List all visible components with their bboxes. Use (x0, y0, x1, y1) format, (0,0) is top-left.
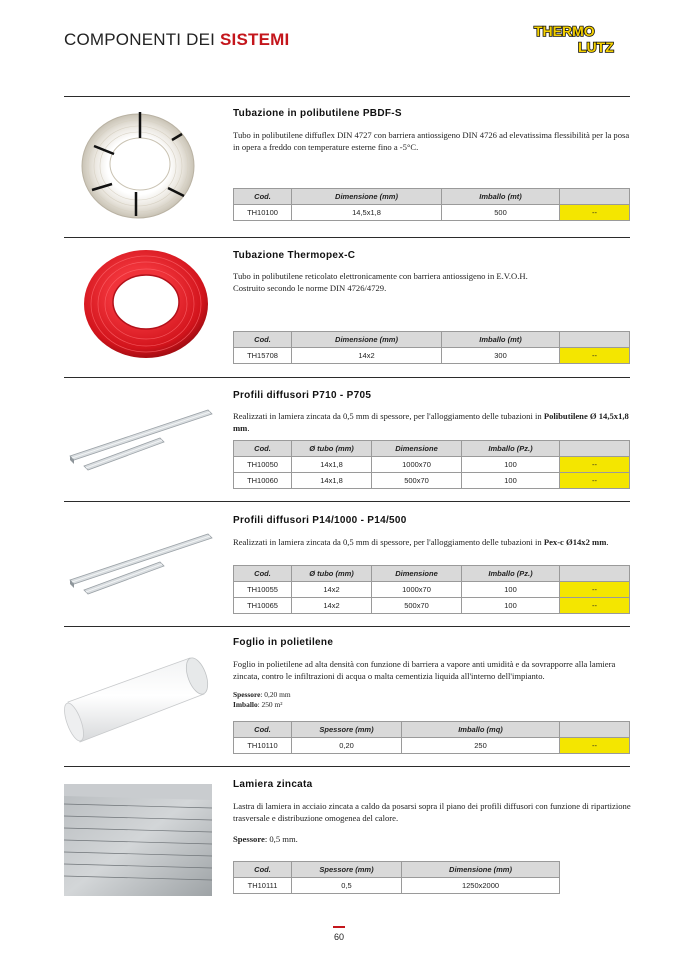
section-divider (64, 377, 630, 378)
col-header: Imballo (mt) (442, 332, 560, 348)
packaging-cell: 500 (442, 205, 560, 221)
col-header (560, 332, 630, 348)
thickness-cell: 0,5 (292, 878, 402, 894)
product-table (233, 565, 630, 614)
packaging-cell: 100 (462, 457, 560, 473)
spec-label: Spessore (233, 690, 261, 699)
diffuser-profile-image (68, 528, 214, 596)
col-header: Spessore (mm) (292, 722, 402, 738)
logo-line1: THERMO (534, 23, 595, 39)
description-bold: Pex-c Ø14x2 mm (543, 537, 607, 547)
dimension-cell: 1000x70 (372, 457, 462, 473)
code-cell: TH15708 (234, 348, 292, 364)
code-cell: TH10050 (234, 457, 292, 473)
col-header: Ø tubo (mm) (292, 566, 372, 582)
product-title: Lamiera zincata (233, 779, 313, 790)
page-number-accent (333, 926, 345, 928)
packaging-cell: 300 (442, 348, 560, 364)
table-row (234, 205, 630, 221)
tube-cell: 14x2 (292, 582, 372, 598)
dimension-cell: 1250x2000 (402, 878, 560, 894)
col-header: Dimensione (mm) (292, 189, 442, 205)
dimension-cell: 500x70 (372, 598, 462, 614)
code-cell: TH10055 (234, 582, 292, 598)
product-table (233, 331, 630, 364)
table-row (234, 598, 630, 614)
product-title: Profili diffusori P710 - P705 (233, 390, 372, 401)
description-text: . (247, 422, 250, 433)
tube-cell: 14x1,8 (292, 473, 372, 489)
section-divider (64, 96, 630, 97)
spec-value: : 0,5 mm. (264, 834, 298, 844)
page-title (64, 30, 289, 50)
col-header: Imballo (mt) (442, 189, 560, 205)
product-table (233, 188, 630, 221)
table-row (234, 457, 630, 473)
dimension-cell: 1000x70 (372, 582, 462, 598)
product-description: Lastra di lamiera in acciaio zincata a caldo da posarsi sopra il piano dei profili diffusori con funzione di ripartizione trasversale e distribuzione omogenea del calore. (233, 801, 631, 823)
page-title-bold: SISTEMI (220, 30, 290, 49)
section-divider (64, 237, 630, 238)
red-pipe-coil-image (80, 244, 212, 362)
code-cell: TH10110 (234, 738, 292, 754)
price-cell: -- (560, 205, 630, 221)
col-header: Cod. (234, 332, 292, 348)
product-specs (233, 834, 633, 846)
col-header: Spessore (mm) (292, 862, 402, 878)
tube-cell: 14x2 (292, 598, 372, 614)
description-text: Realizzati in lamiera zincata da 0,5 mm di spessore, per l'alloggiamento delle tubazioni in (233, 537, 544, 547)
table-row (234, 348, 630, 364)
col-header: Dimensione (mm) (292, 332, 442, 348)
code-cell: TH10100 (234, 205, 292, 221)
page-number: 60 (333, 932, 344, 942)
spec-line (233, 700, 291, 710)
description-bold: Polibutilene Ø 14,5x1,8 mm (233, 411, 629, 433)
col-header: Imballo (Pz.) (462, 566, 560, 582)
section-divider (64, 766, 630, 767)
polyethylene-roll-image (64, 654, 214, 746)
tube-cell: 14x1,8 (292, 457, 372, 473)
spec-label: Spessore (233, 834, 265, 844)
brand-logo (532, 22, 628, 54)
price-cell: -- (560, 348, 630, 364)
spec-line (233, 690, 291, 700)
packaging-cell: 100 (462, 598, 560, 614)
col-header: Imballo (Pz.) (462, 441, 560, 457)
col-header: Ø tubo (mm) (292, 441, 372, 457)
product-description: Foglio in polietilene ad alta densità con funzione di barriera a vapore anti umidità e da sovrapporre alla lamiera zincata, contro le infiltrazioni di acqua o malta cementizia liquida all'interno dell'impianto. (233, 659, 616, 681)
col-header (560, 566, 630, 582)
product-table (233, 440, 630, 489)
price-cell: -- (560, 473, 630, 489)
dimension-cell: 14,5x1,8 (292, 205, 442, 221)
col-header: Dimensione (372, 566, 462, 582)
col-header (560, 722, 630, 738)
col-header: Cod. (234, 722, 292, 738)
description-line: Tubo in polibutilene reticolato elettronicamente con barriera antiossigeno in E.V.O.H. (233, 271, 528, 281)
col-header: Dimensione (372, 441, 462, 457)
product-title: Tubazione Thermopex-C (233, 250, 356, 261)
dimension-cell: 14x2 (292, 348, 442, 364)
col-header: Imballo (mq) (402, 722, 560, 738)
price-cell: -- (560, 582, 630, 598)
description-text: Realizzati in lamiera zincata da 0,5 mm di spessore, per l'alloggiamento delle tubazioni in (233, 411, 544, 421)
packaging-cell: 100 (462, 582, 560, 598)
description-line: Costruito secondo le norme DIN 4726/4729. (233, 282, 387, 293)
table-row (234, 582, 630, 598)
code-cell: TH10060 (234, 473, 292, 489)
col-header: Cod. (234, 441, 292, 457)
price-cell: -- (560, 738, 630, 754)
product-title: Foglio in polietilene (233, 637, 334, 648)
table-row (234, 473, 630, 489)
table-row (234, 878, 560, 894)
table-row (234, 738, 630, 754)
product-description (233, 411, 633, 434)
product-description (233, 537, 633, 549)
thickness-cell: 0,20 (292, 738, 402, 754)
col-header: Cod. (234, 862, 292, 878)
code-cell: TH10111 (234, 878, 292, 894)
section-divider (64, 501, 630, 502)
galvanized-sheet-image (64, 784, 212, 896)
col-header (560, 189, 630, 205)
dimension-cell: 500x70 (372, 473, 462, 489)
price-cell: -- (560, 457, 630, 473)
col-header: Cod. (234, 566, 292, 582)
page-title-light: COMPONENTI DEI (64, 30, 221, 49)
packaging-cell: 250 (402, 738, 560, 754)
product-specs (233, 690, 291, 709)
price-cell: -- (560, 598, 630, 614)
section-divider (64, 626, 630, 627)
col-header: Cod. (234, 189, 292, 205)
product-table (233, 721, 630, 754)
product-description: Tubo in polibutilene diffuflex DIN 4727 con barriera antiossigeno DIN 4726 ad elevatissima flessibilità per la posa in opera a freddo con temperature esterne fino a -5°C. (233, 130, 630, 152)
spec-value: : 250 m² (257, 699, 283, 709)
code-cell: TH10065 (234, 598, 292, 614)
white-pipe-coil-image (78, 104, 198, 224)
col-header (560, 441, 630, 457)
col-header: Dimensione (mm) (402, 862, 560, 878)
product-title: Profili diffusori P14/1000 - P14/500 (233, 515, 407, 526)
spec-label: Imballo (233, 699, 258, 709)
spec-value: : 0,20 mm (260, 690, 291, 699)
description-text: . (606, 537, 609, 547)
logo-line2: LUTZ (578, 39, 614, 54)
product-table (233, 861, 560, 894)
product-title: Tubazione in polibutilene PBDF-S (233, 108, 402, 119)
packaging-cell: 100 (462, 473, 560, 489)
product-description (233, 271, 633, 294)
diffuser-profile-image (68, 404, 214, 472)
